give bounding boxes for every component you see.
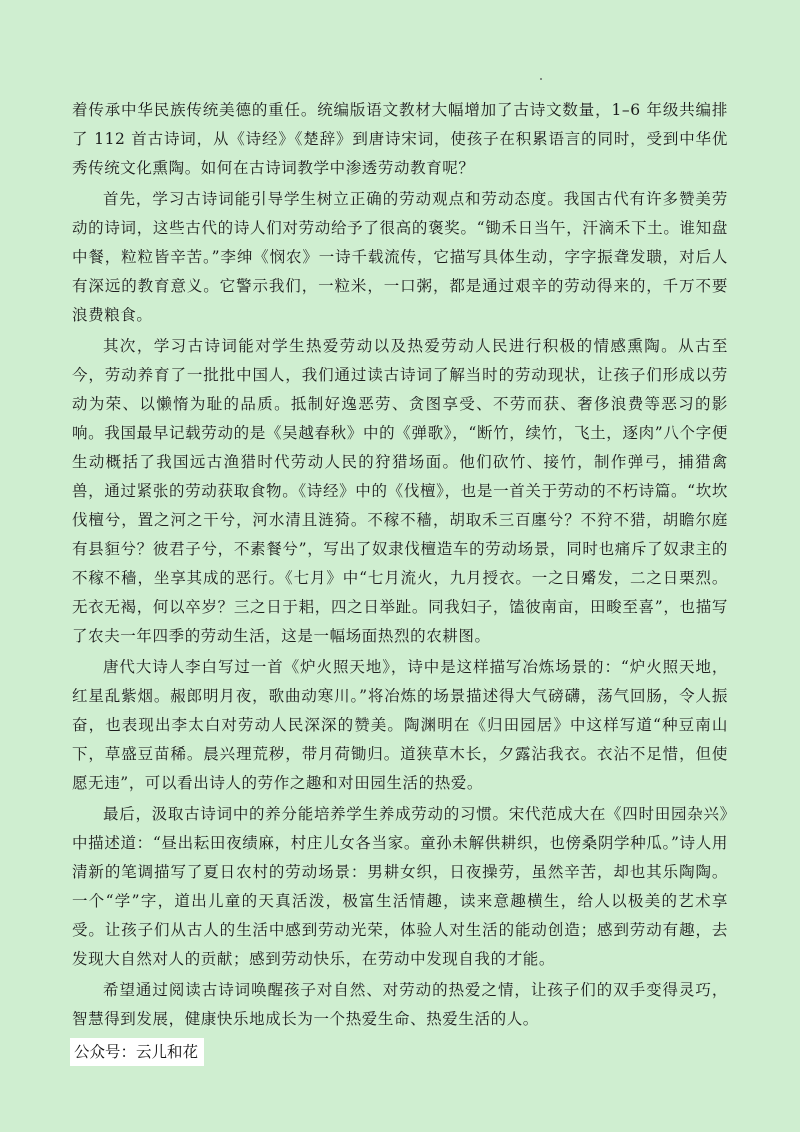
wechat-account-label: 公众号：云儿和花	[70, 1038, 204, 1066]
paragraph-conclusion: 希望通过阅读古诗词唤醒孩子对自然、对劳动的热爱之情，让孩子们的双手变得灵巧，智慧得到发展，健康快乐地成长为一个热爱生命、热爱生活的人。	[72, 981, 728, 1028]
article-body	[72, 96, 728, 1036]
paragraph-second: 其次，学习古诗词能对学生热爱劳动以及热爱劳动人民进行积极的情感熏陶。从古至今，劳动养育了一批批中国人，我们通过读古诗词了解当时的劳动现状，让孩子们形成以劳动为荣、以懒惰为耻的品质。抵制好逸恶劳、贪图享受、不劳而获、奢侈浪费等恶习的影响。我国最早记载劳动的是《吴越春秋》中的《弹歌》，“断竹，续竹，飞土，逐肉”八个字便生动概括了我国远古渔猎时代劳动人民的狩猎场面。他们砍竹、接竹，制作弹弓，捕猎禽兽，通过紧张的劳动获取食物。《诗经》中的《伐檀》，也是一首关于劳动的不朽诗篇。“坎坎伐檀兮，置之河之干兮，河水清且涟猗。不稼不穑，胡取禾三百廛兮？不狩不猎，胡瞻尔庭有县貆兮？彼君子兮，不素餐兮”，写出了奴隶伐檀造车的劳动场景，同时也痛斥了奴隶主的不稼不穑，坐享其成的恶行。《七月》中“七月流火，九月授衣。一之日觱发，二之日栗烈。无衣无褐，何以卒岁？三之日于耜，四之日举趾。同我妇子，馌彼南亩，田畯至喜”，也描写了农夫一年四季的劳动生活，这是一幅场面热烈的农耕图。	[72, 337, 728, 645]
paragraph-first: 首先，学习古诗词能引导学生树立正确的劳动观点和劳动态度。我国古代有许多赞美劳动的诗词，这些古代的诗人们对劳动给予了很高的褒奖。“锄禾日当午，汗滴禾下土。谁知盘中餐，粒粒皆辛苦。”李绅《悯农》一诗千载流传，它描写具体生动，字字振聋发聩，对后人有深远的教育意义。它警示我们，一粒米，一口粥，都是通过艰辛的劳动得来的，千万不要浪费粮食。	[72, 190, 728, 324]
paragraph-intro: 着传承中华民族传统美德的重任。统编版语文教材大幅增加了古诗文数量，1–6 年级共编排了 112 首古诗词，从《诗经》《楚辞》到唐诗宋词，使孩子在积累语言的同时，受到中华优秀传统文化熏陶。如何在古诗词教学中渗透劳动教育呢？	[72, 101, 728, 177]
stray-mark	[540, 78, 542, 80]
paragraph-tang-poets: 唐代大诗人李白写过一首《炉火照天地》，诗中是这样描写冶炼场景的：“炉火照天地，红星乱紫烟。赧郎明月夜，歌曲动寒川。”将冶炼的场景描述得大气磅礴，荡气回肠，令人振奋，也表现出李太白对劳动人民深深的赞美。陶渊明在《归田园居》中这样写道“种豆南山下，草盛豆苗稀。晨兴理荒秽，带月荷锄归。道狭草木长，夕露沾我衣。衣沾不足惜，但使愿无违”，可以看出诗人的劳作之趣和对田园生活的热爱。	[72, 658, 728, 792]
paragraph-finally: 最后，汲取古诗词中的养分能培养学生养成劳动的习惯。宋代范成大在《四时田园杂兴》中描述道：“昼出耘田夜绩麻，村庄儿女各当家。童孙未解供耕织，也傍桑阴学种瓜。”诗人用清新的笔调描写了夏日农村的劳动场景：男耕女织，日夜操劳，虽然辛苦，却也其乐陶陶。一个“学”字，道出儿童的天真活泼，极富生活情趣，读来意趣横生，给人以极美的艺术享受。让孩子们从古人的生活中感到劳动光荣，体验人对生活的能动创造；感到劳动有趣，去发现大自然对人的贡献；感到劳动快乐，在劳动中发现自我的才能。	[72, 805, 728, 968]
